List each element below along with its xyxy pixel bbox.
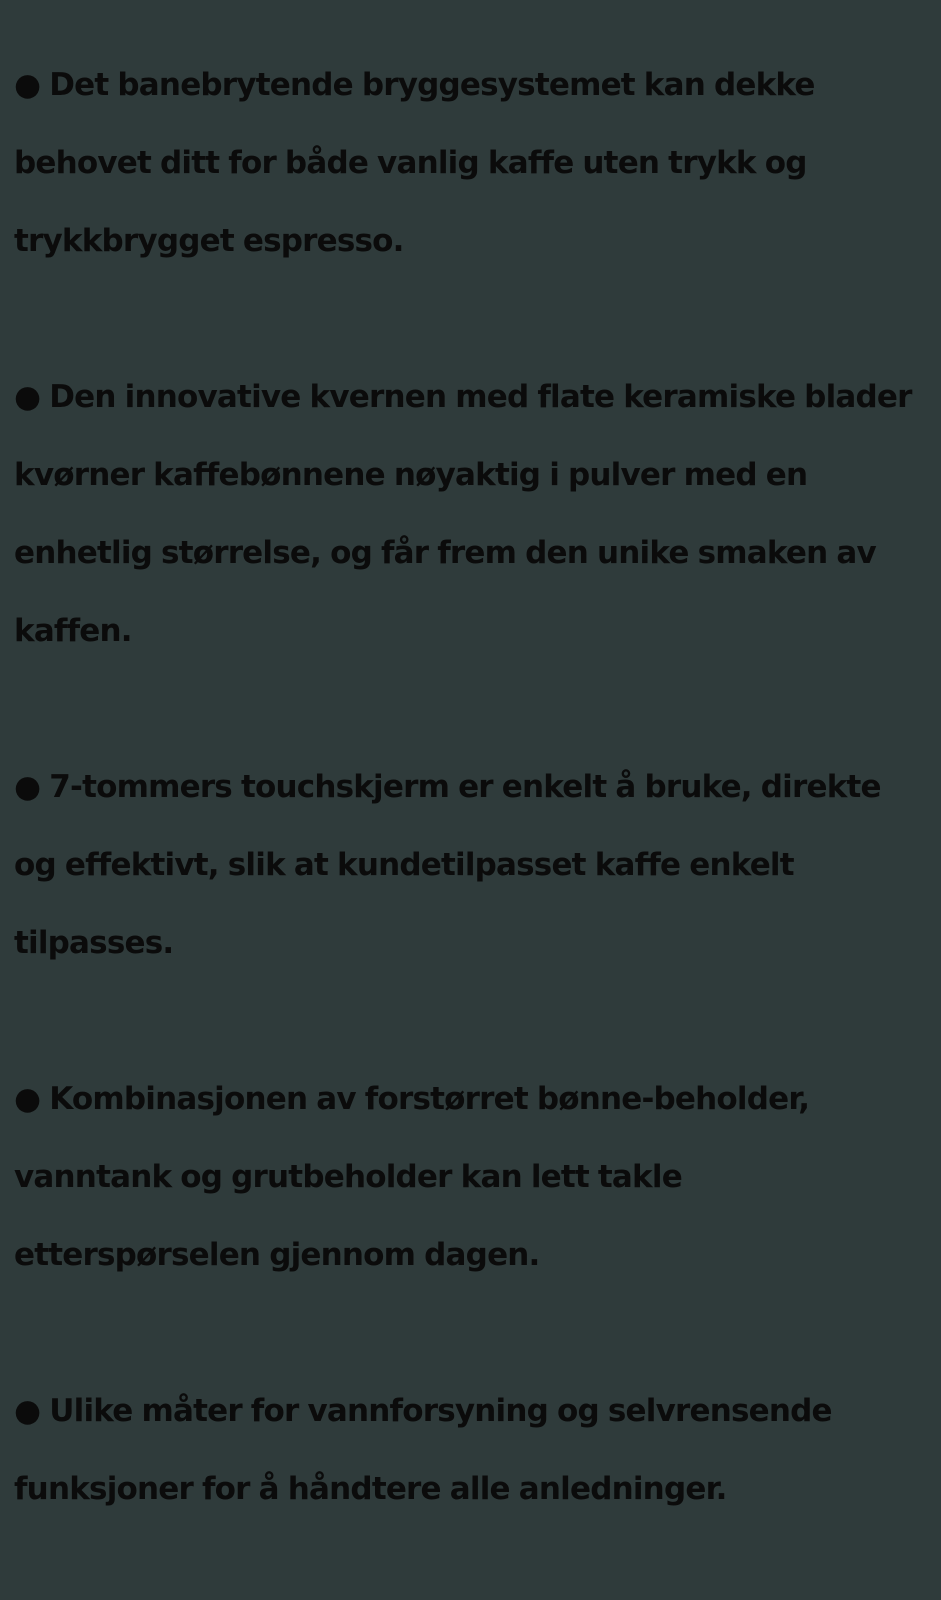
feature-touchscreen: ● 7-tommers touchskjerm er enkelt å bruke, direkte og effektivt, slik at kundetilpasset kaffe enkelt tilpasses. — [14, 769, 881, 961]
feature-brewing-system: ● Det banebrytende bryggesystemet kan dekke behovet ditt for både vanlig kaffe uten trykk og trykkbrygget espresso. — [14, 67, 815, 259]
feature-water-cleaning: ● Ulike måter for vannforsyning og selvrensende funksjoner for å håndtere alle anledninger. — [14, 1393, 832, 1507]
feature-capacity: ● Kombinasjonen av forstørret bønne-beholder, vanntank og grutbeholder kan lett takle etterspørselen gjennom dagen. — [14, 1081, 810, 1273]
feature-ceramic-grinder: ● Den innovative kvernen med flate keramiske blader kvørner kaffebønnene nøyaktig i pulver med en enhetlig størrelse, og får frem den unike smaken av kaffen. — [14, 379, 912, 649]
